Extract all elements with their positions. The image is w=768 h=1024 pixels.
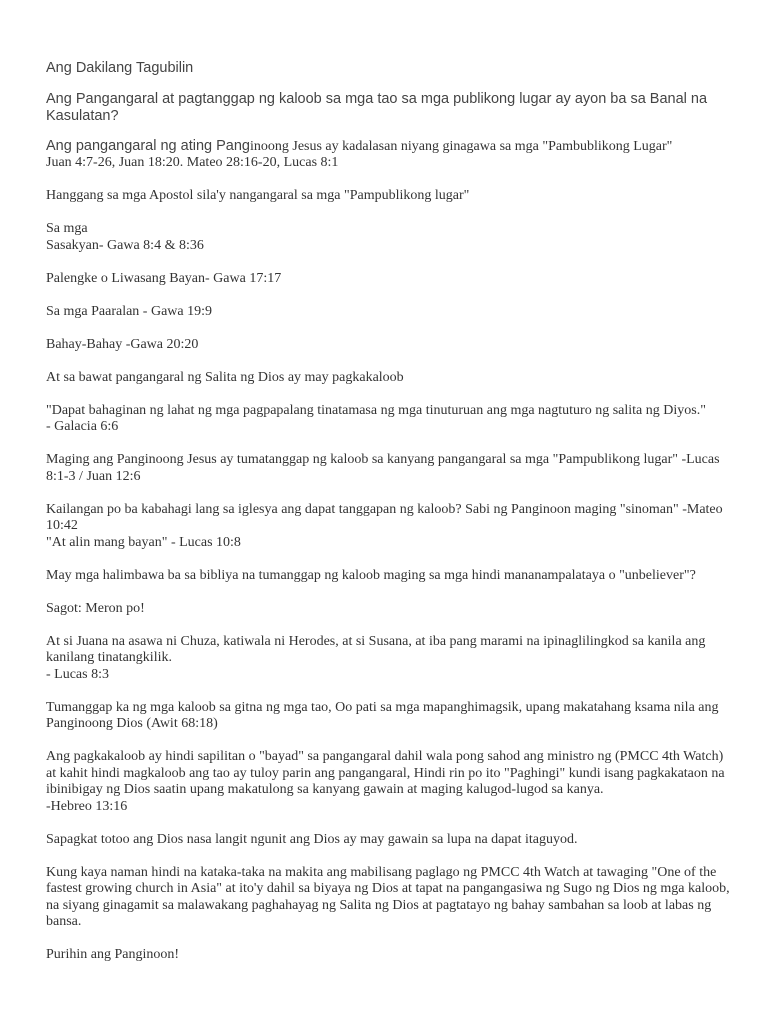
document-question: Ang Pangangaral at pagtanggap ng kaloob sa mga tao sa mga publikong lugar ay ayon ba sa Banal na Kasulatan? (46, 91, 708, 124)
paragraph: Maging ang Panginoong Jesus ay tumatanggap ng kaloob sa kanyang pangangaral sa mga "Pampublikong lugar" -Lucas 8:1-3 / Juan 12:6 (46, 452, 720, 484)
intro-body-text: inoong Jesus ay kadalasan niyang ginagawa sa mga "Pambublikong Lugar" (249, 139, 673, 154)
paragraph: "Dapat bahaginan ng lahat ng mga pagpapalang tinatamasa ng mga tinuturuan ang mga nagtuturo ng salita ng Diyos." - Galacia 6:6 (46, 402, 706, 434)
paragraph: Purihin ang Panginoon! (46, 947, 179, 962)
paragraph: Kailangan po ba kabahagi lang sa iglesya ang dapat tanggapan ng kaloob? Sabi ng Panginoon maging "sinoman" -Mateo 10:42 "At alin mang bayan" - Lucas 10:8 (46, 501, 723, 550)
paragraph: Tumanggap ka ng mga kaloob sa gitna ng mga tao, Oo pati sa mga mapanghimagsik, upang makatahang ksama nila ang Panginoong Dios (Awit 68:18) (46, 699, 719, 731)
paragraph: May mga halimbawa ba sa bibliya na tumanggap ng kaloob maging sa mga hindi mananampalataya o "unbeliever"? (46, 567, 696, 583)
paragraph: Sa mga Sasakyan- Gawa 8:4 & 8:36 (46, 221, 204, 253)
intro-lead-text: Ang pangangaral ng ating Pang (46, 138, 250, 154)
paragraph: Sa mga Paaralan - Gawa 19:9 (46, 303, 212, 319)
paragraph: Hanggang sa mga Apostol sila'y nangangaral sa mga "Pampublikong lugar" (46, 188, 470, 203)
paragraph: At sa bawat pangangaral ng Salita ng Dios ay may pagkakaloob (46, 369, 404, 385)
paragraph: Ang pagkakaloob ay hindi sapilitan o "bayad" sa pangangaral dahil wala pong sahod ang ministro ng (PMCC 4th Watch) at kahit hindi magkaloob ang tao ay tuloy parin ang pangangaral, Hindi rin po ito "Paghingi" kundi isang pagkakataon na ibinibigay ng Dios saatin upang makatulong sa kanyang gawain at maging kalugod-lugod sa kanya. -Hebreo 13:16 (46, 749, 725, 814)
paragraph: At si Juana na asawa ni Chuza, katiwala ni Herodes, at si Susana, at iba pang marami na ipinaglilingkod sa kanila ang kanilang tinatangkilik. - Lucas 8:3 (46, 633, 706, 682)
document-page (46, 60, 736, 980)
paragraph: Kung kaya naman hindi na kataka-taka na makita ang mabilisang paglago ng PMCC 4th Watch at tawaging "One of the fastest growing church in Asia" at ito'y dahil sa biyaya ng Dios at tapat na pangangasiwa ng Sugo ng Dios ng mga kaloob, na siyang ginagamit sa malawakang paghahayag ng Salita ng Dios at pagtatayo ng bahay sambahan sa loob at labas ng bansa. (46, 864, 730, 929)
intro-references: Juan 4:7-26, Juan 18:20. Mateo 28:16-20, Lucas 8:1 (46, 155, 339, 170)
paragraph: Palengke o Liwasang Bayan- Gawa 17:17 (46, 270, 282, 286)
paragraph: Bahay-Bahay -Gawa 20:20 (46, 336, 199, 352)
intro-paragraph (46, 137, 736, 172)
document-title: Ang Dakilang Tagubilin (46, 60, 194, 76)
paragraph: Sapagkat totoo ang Dios nasa langit ngunit ang Dios ay may gawain sa lupa na dapat itaguyod. (46, 831, 578, 847)
paragraph: Sagot: Meron po! (46, 600, 145, 616)
